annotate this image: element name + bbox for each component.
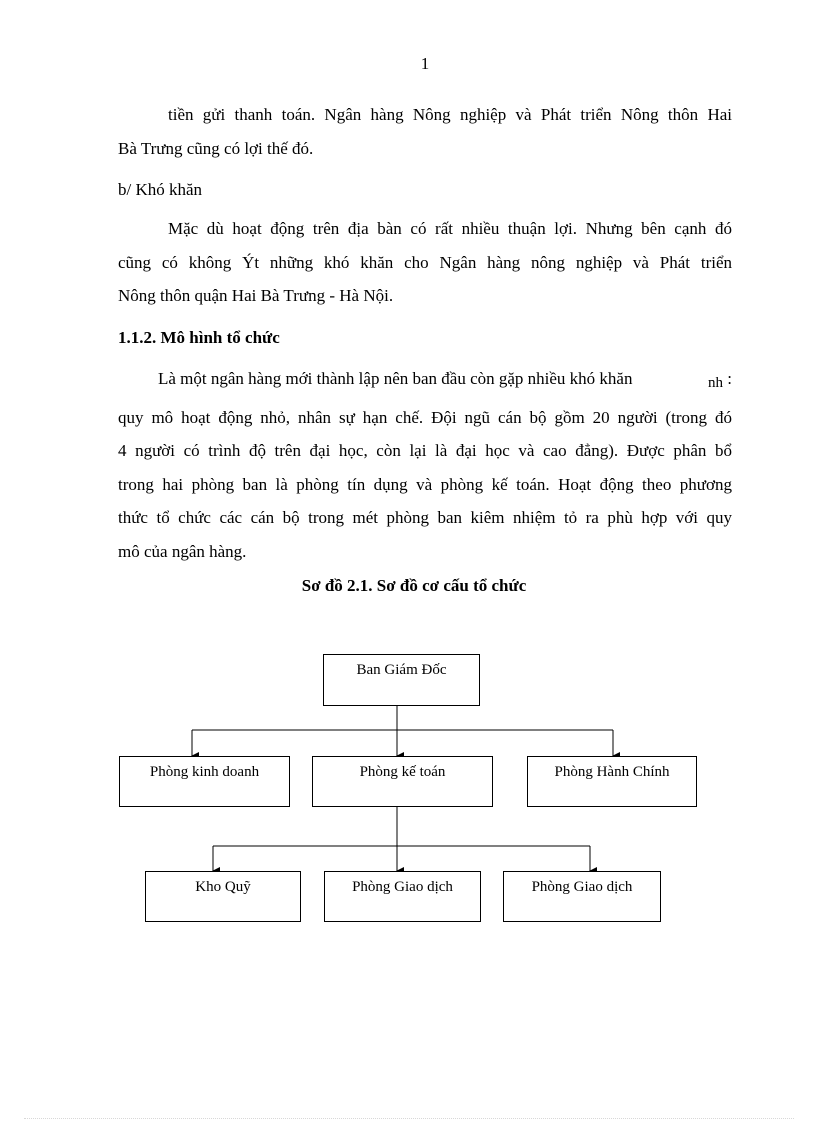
- box-phong-giao-dich-2: Phòng Giao dịch: [503, 871, 661, 922]
- section-heading: 1.1.2. Mô hình tổ chức: [118, 328, 280, 347]
- paragraph-1-line-2: Bà Trưng cũng có lợi thế đó.: [118, 138, 314, 158]
- box-ban-giam-doc: Ban Giám Đốc: [323, 654, 480, 706]
- paragraph-2-line-1: Mặc dù hoạt động trên địa bàn có rất nhiều thuận lợi. Nhưng bên cạnh đó: [168, 219, 732, 238]
- paragraph-2-line-2: cũng có không Ýt những khó khăn cho Ngân hàng nông nghiệp và Phát triển: [118, 252, 732, 272]
- diagram-caption: Sơ đồ 2.1. Sơ đồ cơ cấu tổ chức: [301, 576, 527, 595]
- paragraph-3-line-3: 4 người có trình độ trên đại học, còn lại là đại học và cao đẳng). Được phân bổ: [118, 441, 732, 460]
- page-number: 1: [420, 54, 430, 73]
- paragraph-3-line-1-colon: :: [727, 369, 732, 388]
- box-phong-giao-dich-1: Phòng Giao dịch: [324, 871, 481, 922]
- paragraph-3-line-6: mô của ngân hàng.: [118, 541, 247, 561]
- paragraph-3-line-1-sub: nh: [708, 375, 724, 391]
- paragraph-2-line-3: Nông thôn quận Hai Bà Trưng - Hà Nội.: [118, 286, 394, 305]
- paragraph-3-line-1-text: Là một ngân hàng mới thành lập nên ban đầu còn gặp nhiều khó khăn: [158, 369, 633, 388]
- subheading-kho-khan: b/ Khó khăn: [118, 180, 203, 199]
- box-phong-ke-toan: Phòng kế toán: [312, 756, 493, 807]
- box-phong-kinh-doanh: Phòng kinh doanh: [119, 756, 290, 807]
- box-kho-quy: Kho Quỹ: [145, 871, 301, 922]
- box-phong-hanh-chinh: Phòng Hành Chính: [527, 756, 697, 807]
- page-bottom-border: [24, 1118, 794, 1119]
- paragraph-3-line-4: trong hai phòng ban là phòng tín dụng và phòng kế toán. Hoạt động theo phương: [118, 474, 732, 494]
- paragraph-1-line-1: tiền gửi thanh toán. Ngân hàng Nông nghiệp và Phát triển Nông thôn Hai: [168, 105, 732, 124]
- paragraph-3-line-5: thức tổ chức các cán bộ trong mét phòng ban kiêm nhiệm tỏ ra phù hợp với quy: [118, 508, 732, 527]
- paragraph-3-line-2: quy mô hoạt động nhỏ, nhân sự hạn chế. Đội ngũ cán bộ gồm 20 người (trong đó: [118, 407, 732, 427]
